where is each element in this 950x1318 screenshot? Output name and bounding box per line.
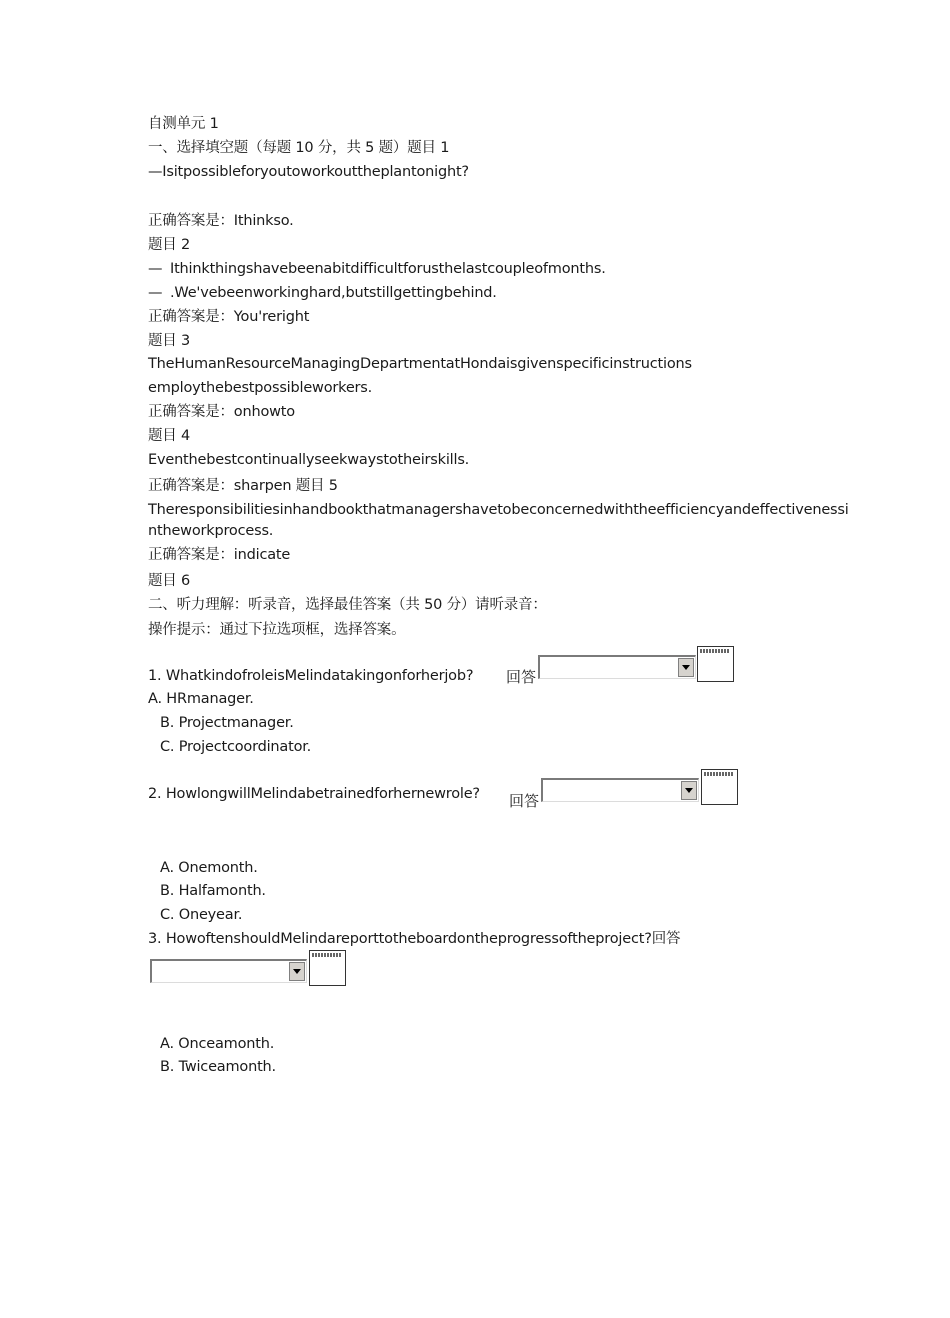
answer-label: 回答 — [506, 668, 537, 686]
question-3-label: 题目 3 — [148, 333, 191, 349]
question-4-label: 题目 4 — [148, 428, 191, 444]
answer-dropdown-3[interactable] — [150, 959, 307, 983]
dash-mark: — — [148, 285, 163, 301]
option-1c: C. Projectcoordinator. — [160, 739, 312, 755]
status-indicator-icon — [312, 953, 342, 957]
status-indicator-icon — [704, 772, 734, 776]
answer-status-box — [697, 646, 734, 682]
question-2-line-2 — [148, 283, 497, 303]
answer-dropdown-2[interactable] — [541, 778, 699, 802]
listening-question-3: 3. HowoftenshouldMelindareporttotheboardontheprogressoftheproject?回答 — [148, 931, 681, 947]
answer-status-box — [701, 769, 738, 805]
question-2-answer: 正确答案是：You'reright — [148, 309, 310, 325]
listening-question-2: 2. HowlongwillMelindabetrainedforhernewrole? — [148, 786, 480, 802]
option-3a: A. Onceamonth. — [160, 1036, 275, 1052]
answer-status-box — [309, 950, 346, 986]
question-4-text: Eventhebestcontinuallyseekwaystotheirskills. — [148, 452, 470, 468]
dash-mark: — — [148, 261, 163, 277]
status-indicator-icon — [700, 649, 730, 653]
question-3-answer: 正确答案是：onhowto — [148, 404, 295, 420]
option-2c: C. Oneyear. — [160, 907, 243, 923]
answer-dropdown-1[interactable] — [538, 655, 696, 679]
section-heading-2: 二、听力理解：听录音，选择最佳答案（共 50 分）请听录音： — [148, 597, 547, 613]
question-2-line-2-text: .We'vebeenworkinghard,butstillgettingbehind. — [170, 285, 497, 301]
question-4-answer: 正确答案是：sharpen 题目 5 — [148, 478, 338, 494]
section-heading-1: 一、选择填空题（每题 10 分，共 5 题）题目 1 — [148, 140, 450, 156]
question-3-line-2: employthebestpossibleworkers. — [148, 380, 373, 396]
question-3-line-1: TheHumanResourceManagingDepartmentatHondaisgivenspecificinstructions — [148, 356, 692, 372]
answer-label: 回答 — [509, 792, 540, 810]
chevron-down-icon[interactable] — [289, 962, 305, 981]
question-6-label: 题目 6 — [148, 573, 191, 589]
option-2a: A. Onemonth. — [160, 860, 258, 876]
question-5-answer: 正确答案是：indicate — [148, 547, 291, 563]
question-2-line-1 — [148, 259, 606, 279]
chevron-down-icon[interactable] — [678, 658, 694, 677]
operation-tip: 操作提示：通过下拉选项框，选择答案。 — [148, 622, 406, 638]
question-5-line-2: ntheworkprocess. — [148, 523, 274, 539]
listening-question-1: 1. WhatkindofroleisMelindatakingonforherjob? — [148, 668, 474, 684]
option-2b: B. Halfamonth. — [160, 883, 266, 899]
question-1-answer: 正确答案是：Ithinkso. — [148, 213, 294, 229]
page-title: 自测单元 1 — [148, 116, 219, 132]
question-1-text: —Isitpossibleforyoutoworkouttheplantonight? — [148, 164, 469, 180]
question-2-line-1-text: Ithinkthingshavebeenabitdifficultforusthelastcoupleofmonths. — [170, 261, 606, 277]
option-1a: A. HRmanager. — [148, 691, 254, 707]
chevron-down-icon[interactable] — [681, 781, 697, 800]
option-1b: B. Projectmanager. — [160, 715, 294, 731]
option-3b: B. Twiceamonth. — [160, 1059, 276, 1075]
question-5-line-1: Theresponsibilitiesinhandbookthatmanagershavetobeconcernedwiththeefficiencyandeffectivenessi — [148, 502, 849, 518]
question-2-label: 题目 2 — [148, 237, 191, 253]
